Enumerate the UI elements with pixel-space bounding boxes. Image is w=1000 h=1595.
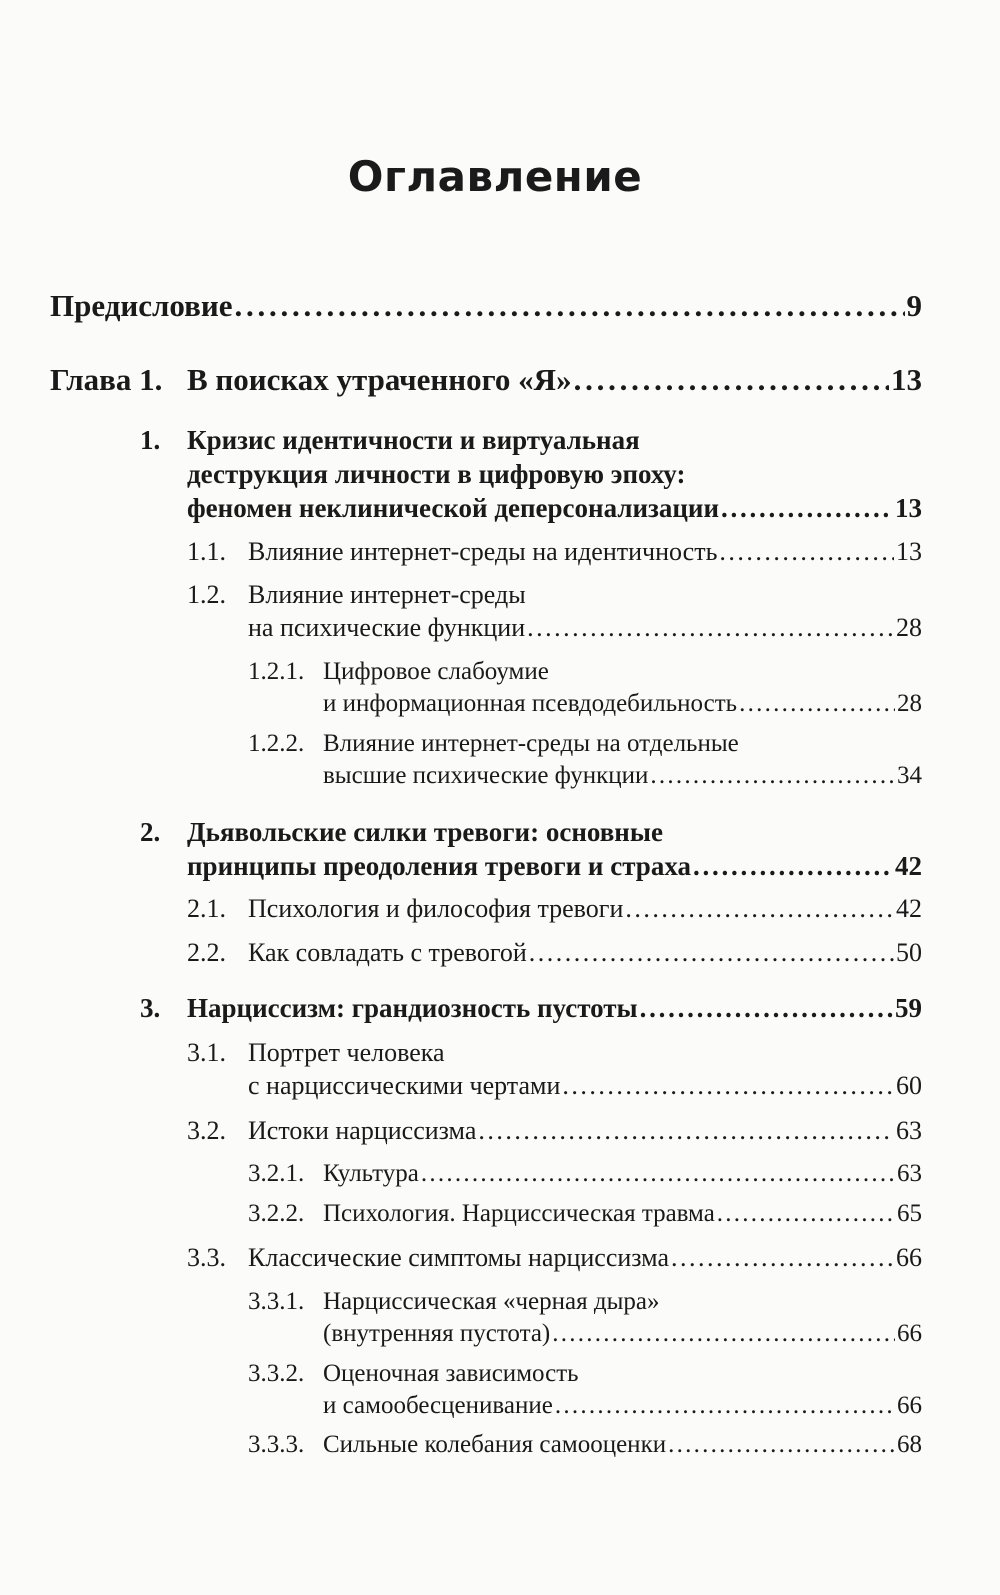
page-number: 63 [896, 1116, 922, 1145]
toc-entry[interactable] [323, 1286, 922, 1350]
dot-leader [693, 849, 893, 883]
page-number: 50 [896, 938, 922, 967]
dot-leader [717, 1198, 895, 1230]
entry-number: 3.3.1. [248, 1288, 305, 1315]
page-number: 9 [906, 288, 922, 323]
entry-number: 1.2. [187, 580, 226, 609]
entry-title-line: высшие психические функции [323, 762, 649, 789]
dot-leader [527, 611, 894, 644]
page-number: 13 [895, 493, 922, 523]
dot-leader [721, 491, 893, 525]
entry-title-line: и информационная псевдодебильность [323, 690, 738, 717]
entry-title-line: Влияние интернет-среды на отдельные [323, 730, 739, 757]
page-number: 28 [897, 690, 922, 717]
entry-number: 1.2.1. [248, 658, 305, 685]
entry-title-line: Нарциссическая «черная дыра» [323, 1288, 660, 1315]
toc-entry[interactable] [248, 535, 922, 568]
page-number: 68 [897, 1431, 922, 1458]
entry-title-line: принципы преодоления тревоги и страха [187, 851, 691, 881]
toc-entry[interactable] [187, 423, 922, 525]
entry-number: 1.2.2. [248, 730, 305, 757]
entry-title-line: Истоки нарциссизма [248, 1116, 477, 1145]
entry-title-line: с нарциссическими чертами [248, 1071, 561, 1100]
page-number: 42 [895, 851, 922, 881]
dot-leader [562, 1069, 894, 1102]
entry-number: 3.3. [187, 1243, 226, 1272]
toc-entry[interactable] [248, 578, 922, 644]
toc-entry[interactable] [323, 1358, 922, 1422]
toc-entry[interactable] [323, 1158, 922, 1190]
entry-title-line: Влияние интернет-среды [248, 580, 526, 609]
entry-title-line: Сильные колебания самооценки [323, 1431, 667, 1458]
toc-entry[interactable] [248, 936, 922, 969]
entry-title-line: Нарциссизм: грандиозность пустоты [187, 993, 638, 1023]
toc-entry[interactable] [248, 892, 922, 925]
entry-title-line: Культура [323, 1160, 419, 1187]
entry-title-line: Классические симптомы нарциссизма [248, 1243, 670, 1272]
entry-title-line: Психология. Нарциссическая травма [323, 1200, 715, 1227]
page-number: 13 [896, 537, 922, 566]
entry-title-line: Предисловие [50, 288, 233, 323]
page-number: 63 [897, 1160, 922, 1187]
entry-number: Глава 1. [50, 362, 163, 397]
entry-number: 3.2.1. [248, 1160, 305, 1187]
entry-title-line: Цифровое слабоумие [323, 658, 549, 685]
dot-leader [552, 1318, 895, 1350]
page-number: 60 [896, 1071, 922, 1100]
page-number: 28 [896, 613, 922, 642]
page-number: 66 [897, 1392, 922, 1419]
toc-entry[interactable] [323, 728, 922, 792]
dot-leader [625, 892, 894, 925]
dot-leader [478, 1114, 894, 1147]
dot-leader [671, 1241, 894, 1274]
toc-entry[interactable] [323, 1429, 922, 1461]
entry-title-line: Психология и философия тревоги [248, 894, 624, 923]
entry-number: 3.2. [187, 1116, 226, 1145]
entry-title-line: (внутренняя пустота) [323, 1320, 551, 1347]
toc-entry[interactable] [187, 991, 922, 1025]
entry-number: 2. [140, 817, 161, 847]
entry-title-line: феномен неклинической деперсонализации [187, 493, 720, 523]
entry-number: 1. [140, 425, 161, 455]
toc-entry[interactable] [323, 1198, 922, 1230]
dot-leader [650, 760, 895, 792]
page-number: 34 [897, 762, 922, 789]
dot-leader [739, 688, 895, 720]
dot-leader [529, 936, 894, 969]
toc-entry[interactable] [323, 656, 922, 720]
toc-entry[interactable] [50, 288, 922, 324]
page-number: 59 [895, 993, 922, 1023]
page-number: 42 [896, 894, 922, 923]
dot-leader [640, 991, 893, 1025]
entry-title-line: Портрет человека [248, 1038, 445, 1067]
entry-number: 3.3.2. [248, 1360, 305, 1387]
dot-leader [235, 288, 905, 324]
entry-title-line: Влияние интернет-среды на идентичность [248, 537, 718, 566]
dot-leader [574, 362, 889, 398]
entry-title-line: деструкция личности в цифровую эпоху: [187, 459, 686, 489]
entry-number: 3.1. [187, 1038, 226, 1067]
entry-title-line: Дьявольские силки тревоги: основные [187, 817, 663, 847]
toc-entry[interactable] [248, 1241, 922, 1274]
entry-title-line: на психические функции [248, 613, 526, 642]
page-number: 66 [897, 1320, 922, 1347]
toc-entry[interactable] [187, 362, 922, 398]
toc-entry[interactable] [248, 1114, 922, 1147]
toc-entry[interactable] [248, 1036, 922, 1102]
dot-leader [668, 1429, 895, 1461]
entry-number: 1.1. [187, 537, 226, 566]
dot-leader [555, 1390, 895, 1422]
entry-title-line: Как совладать с тревогой [248, 938, 527, 967]
entry-title-line: и самообесценивание [323, 1392, 553, 1419]
dot-leader [421, 1158, 895, 1190]
dot-leader [719, 535, 894, 568]
entry-number: 3.2.2. [248, 1200, 305, 1227]
entry-number: 2.1. [187, 894, 226, 923]
entry-number: 2.2. [187, 938, 226, 967]
entry-title-line: Кризис идентичности и виртуальная [187, 425, 640, 455]
toc-entry[interactable] [187, 815, 922, 883]
entry-title-line: В поисках утраченного «Я» [187, 362, 572, 397]
entry-title-line: Оценочная зависимость [323, 1360, 579, 1387]
page-title: Оглавление [347, 152, 643, 201]
entry-number: 3.3.3. [248, 1431, 305, 1458]
page-number: 13 [891, 362, 922, 397]
page-number: 65 [897, 1200, 922, 1227]
page-number: 66 [896, 1243, 922, 1272]
entry-number: 3. [140, 993, 161, 1023]
